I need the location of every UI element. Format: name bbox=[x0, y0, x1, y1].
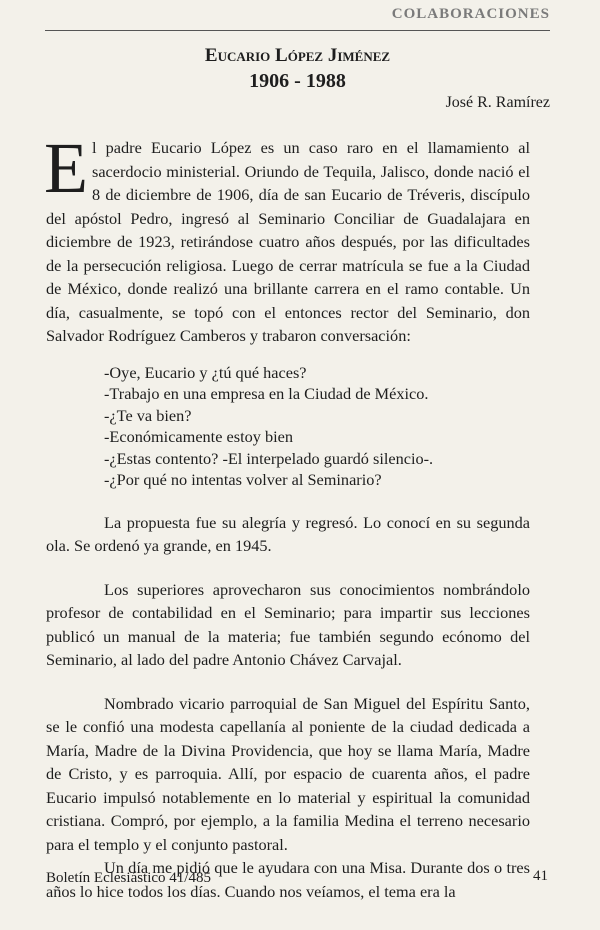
paragraph-4: Nombrado vicario parroquial de San Miguel del Espíritu Santo, se le confió una modesta capellanía al poniente de la ciudad dedicada a María, Madre de la Divina Providencia, que hoy se llama María, Madre de Cristo, y es parroquia. Allí, por espacio de cuarenta años, el padre Eucario impulsó notablemente en lo material y espiritual la comunidad cristiana. Compró, por ejemplo, a la familia Medina el terreno necesario para el templo y el conjunto pastoral. bbox=[46, 693, 530, 854]
dialogue-block bbox=[104, 362, 530, 491]
dialogue-line: -Económicamente estoy bien bbox=[104, 427, 293, 446]
dialogue-line: -Trabajo en una empresa en la Ciudad de México. bbox=[104, 384, 429, 403]
article-title: Eucario López Jiménez bbox=[204, 45, 391, 66]
article-years: 1906 - 1988 bbox=[249, 70, 346, 92]
paragraph-1 bbox=[44, 128, 530, 348]
paragraph-1-text: l padre Eucario López es un caso raro en el llamamiento al sacerdocio ministerial. Oriundo de Tequila, Jalisco, donde nació el 8 de diciembre de 1906, día de san Eucario de Tréveris, discípulo del apóstol Pedro, ingresó al Seminario Conciliar de Guadalajara en diciembre de 1923, retirándose cuatro años después, por las dificultades de la persecución religiosa. Luego de cerrar matrícula se fue a la Ciudad de México, donde realizó una brillante carrera en el ramo contable. Un día, casualmente, se topó con el entonces rector del Seminario, don Salvador Rodríguez Camberos y trabaron conversación: bbox=[46, 138, 530, 345]
dialogue-line: -¿Estas contento? -El interpelado guardó silencio-. bbox=[104, 448, 434, 468]
paragraph-3: Los superiores aprovecharon sus conocimientos nombrándolo profesor de contabilidad en el Seminario; para impartir sus lecciones publicó un manual de la materia; fue también segundo ecónomo del Seminario, al lado del padre Antonio Chávez Carvajal. bbox=[46, 579, 530, 669]
dialogue-line: -¿Por qué no intentas volver al Seminario? bbox=[104, 470, 382, 489]
article-body bbox=[44, 128, 530, 903]
section-header: COLABORACIONES bbox=[391, 6, 550, 22]
paragraph-5: Un día me pidió que le ayudara con una Misa. Durante dos o tres años lo hice todos los días. Cuando nos veíamos, el tema era la bbox=[46, 858, 530, 901]
footer-publication: Boletín Eclesiástico 41/485 bbox=[46, 870, 211, 886]
dialogue-line: -Oye, Eucario y ¿tú qué haces? bbox=[104, 362, 307, 382]
header-rule bbox=[45, 30, 550, 31]
dialogue-line: -¿Te va bien? bbox=[104, 405, 192, 425]
drop-cap: E bbox=[44, 128, 88, 208]
paragraph-2: La propuesta fue su alegría y regresó. Lo conocí en su segunda ola. Se ordenó ya grande, en 1945. bbox=[46, 512, 530, 555]
author-name: José R. Ramírez bbox=[445, 94, 550, 111]
title-block bbox=[45, 44, 550, 94]
page-number: 41 bbox=[533, 868, 548, 884]
